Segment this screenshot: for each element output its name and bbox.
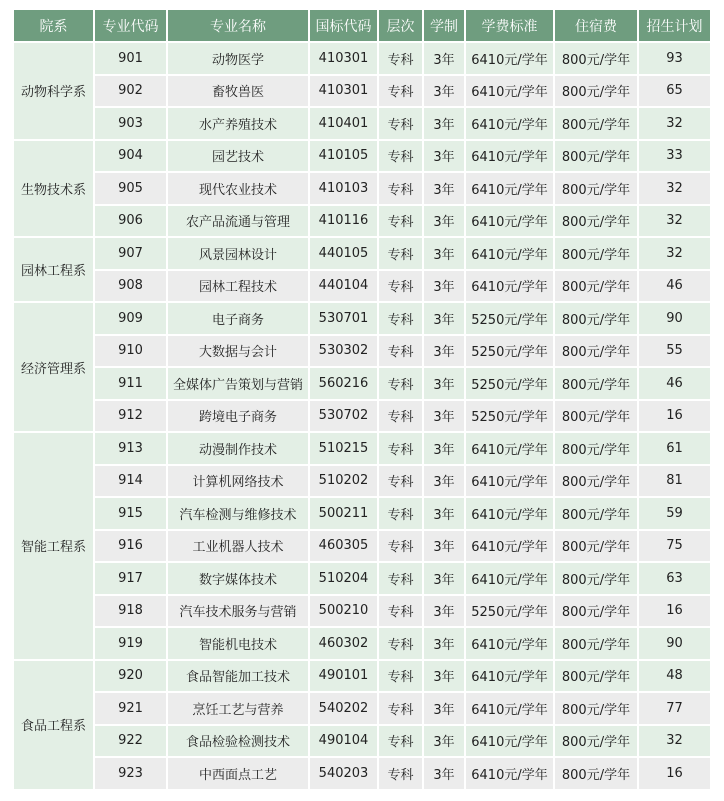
- cell-accommodation: 800元/学年: [555, 628, 637, 659]
- cell-enrollment-plan: 32: [639, 238, 710, 269]
- cell-major-name: 全媒体广告策划与营销: [168, 368, 308, 399]
- cell-national-code: 440105: [310, 238, 377, 269]
- cell-major-name: 农产品流通与管理: [168, 206, 308, 237]
- cell-accommodation: 800元/学年: [555, 433, 637, 464]
- cell-tuition: 6410元/学年: [466, 206, 553, 237]
- cell-tuition: 6410元/学年: [466, 726, 553, 757]
- cell-accommodation: 800元/学年: [555, 141, 637, 172]
- cell-enrollment-plan: 75: [639, 531, 710, 562]
- cell-duration: 3年: [424, 108, 464, 139]
- cell-major-code: 905: [95, 173, 166, 204]
- cell-tuition: 6410元/学年: [466, 758, 553, 789]
- cell-national-code: 540203: [310, 758, 377, 789]
- cell-level: 专科: [379, 271, 422, 302]
- cell-major-name: 食品检验检测技术: [168, 726, 308, 757]
- cell-accommodation: 800元/学年: [555, 401, 637, 432]
- cell-level: 专科: [379, 173, 422, 204]
- cell-duration: 3年: [424, 303, 464, 334]
- cell-major-name: 动漫制作技术: [168, 433, 308, 464]
- cell-national-code: 410116: [310, 206, 377, 237]
- cell-level: 专科: [379, 466, 422, 497]
- cell-major-name: 畜牧兽医: [168, 76, 308, 107]
- cell-major-name: 动物医学: [168, 43, 308, 74]
- cell-accommodation: 800元/学年: [555, 563, 637, 594]
- header-tuition: 学费标准: [466, 10, 553, 41]
- cell-major-name: 工业机器人技术: [168, 531, 308, 562]
- cell-tuition: 5250元/学年: [466, 401, 553, 432]
- cell-enrollment-plan: 59: [639, 498, 710, 529]
- cell-national-code: 410401: [310, 108, 377, 139]
- cell-enrollment-plan: 16: [639, 758, 710, 789]
- cell-level: 专科: [379, 498, 422, 529]
- cell-major-code: 920: [95, 661, 166, 692]
- cell-enrollment-plan: 90: [639, 628, 710, 659]
- cell-national-code: 410301: [310, 76, 377, 107]
- cell-level: 专科: [379, 303, 422, 334]
- cell-national-code: 530702: [310, 401, 377, 432]
- cell-accommodation: 800元/学年: [555, 76, 637, 107]
- header-duration: 学制: [424, 10, 464, 41]
- cell-major-code: 909: [95, 303, 166, 334]
- cell-major-code: 906: [95, 206, 166, 237]
- cell-national-code: 410103: [310, 173, 377, 204]
- cell-tuition: 6410元/学年: [466, 693, 553, 724]
- cell-duration: 3年: [424, 173, 464, 204]
- cell-accommodation: 800元/学年: [555, 726, 637, 757]
- cell-level: 专科: [379, 206, 422, 237]
- cell-tuition: 6410元/学年: [466, 238, 553, 269]
- cell-enrollment-plan: 48: [639, 661, 710, 692]
- cell-accommodation: 800元/学年: [555, 661, 637, 692]
- department-cell: 智能工程系: [14, 433, 93, 659]
- cell-accommodation: 800元/学年: [555, 206, 637, 237]
- cell-major-name: 烹饪工艺与营养: [168, 693, 308, 724]
- cell-national-code: 560216: [310, 368, 377, 399]
- cell-tuition: 6410元/学年: [466, 433, 553, 464]
- cell-level: 专科: [379, 661, 422, 692]
- cell-major-name: 现代农业技术: [168, 173, 308, 204]
- cell-accommodation: 800元/学年: [555, 758, 637, 789]
- cell-duration: 3年: [424, 206, 464, 237]
- cell-level: 专科: [379, 368, 422, 399]
- cell-level: 专科: [379, 401, 422, 432]
- cell-tuition: 5250元/学年: [466, 596, 553, 627]
- cell-national-code: 410301: [310, 43, 377, 74]
- cell-enrollment-plan: 32: [639, 726, 710, 757]
- cell-level: 专科: [379, 238, 422, 269]
- cell-enrollment-plan: 32: [639, 108, 710, 139]
- cell-accommodation: 800元/学年: [555, 693, 637, 724]
- cell-accommodation: 800元/学年: [555, 368, 637, 399]
- cell-national-code: 510204: [310, 563, 377, 594]
- header-national-code: 国标代码: [310, 10, 377, 41]
- cell-tuition: 6410元/学年: [466, 661, 553, 692]
- cell-accommodation: 800元/学年: [555, 498, 637, 529]
- cell-accommodation: 800元/学年: [555, 531, 637, 562]
- cell-duration: 3年: [424, 43, 464, 74]
- cell-national-code: 490101: [310, 661, 377, 692]
- cell-level: 专科: [379, 726, 422, 757]
- cell-major-code: 914: [95, 466, 166, 497]
- cell-enrollment-plan: 77: [639, 693, 710, 724]
- cell-major-code: 908: [95, 271, 166, 302]
- cell-tuition: 6410元/学年: [466, 43, 553, 74]
- cell-major-name: 风景园林设计: [168, 238, 308, 269]
- cell-tuition: 6410元/学年: [466, 531, 553, 562]
- cell-duration: 3年: [424, 368, 464, 399]
- cell-major-code: 912: [95, 401, 166, 432]
- department-cell: 生物技术系: [14, 141, 93, 237]
- cell-tuition: 6410元/学年: [466, 563, 553, 594]
- cell-accommodation: 800元/学年: [555, 43, 637, 74]
- cell-duration: 3年: [424, 238, 464, 269]
- cell-duration: 3年: [424, 498, 464, 529]
- cell-level: 专科: [379, 433, 422, 464]
- cell-major-code: 919: [95, 628, 166, 659]
- cell-tuition: 6410元/学年: [466, 141, 553, 172]
- cell-enrollment-plan: 90: [639, 303, 710, 334]
- cell-level: 专科: [379, 596, 422, 627]
- cell-accommodation: 800元/学年: [555, 336, 637, 367]
- cell-duration: 3年: [424, 433, 464, 464]
- cell-tuition: 5250元/学年: [466, 336, 553, 367]
- cell-major-name: 大数据与会计: [168, 336, 308, 367]
- cell-duration: 3年: [424, 531, 464, 562]
- department-cell: 食品工程系: [14, 661, 93, 789]
- cell-tuition: 6410元/学年: [466, 271, 553, 302]
- cell-tuition: 6410元/学年: [466, 108, 553, 139]
- cell-national-code: 510215: [310, 433, 377, 464]
- cell-accommodation: 800元/学年: [555, 108, 637, 139]
- cell-enrollment-plan: 32: [639, 173, 710, 204]
- cell-major-code: 921: [95, 693, 166, 724]
- cell-national-code: 460305: [310, 531, 377, 562]
- cell-level: 专科: [379, 693, 422, 724]
- cell-major-name: 园林工程技术: [168, 271, 308, 302]
- cell-accommodation: 800元/学年: [555, 596, 637, 627]
- cell-major-name: 汽车技术服务与营销: [168, 596, 308, 627]
- cell-duration: 3年: [424, 271, 464, 302]
- cell-tuition: 5250元/学年: [466, 303, 553, 334]
- cell-accommodation: 800元/学年: [555, 271, 637, 302]
- cell-level: 专科: [379, 43, 422, 74]
- header-major-code: 专业代码: [95, 10, 166, 41]
- cell-enrollment-plan: 32: [639, 206, 710, 237]
- cell-tuition: 6410元/学年: [466, 498, 553, 529]
- cell-major-name: 计算机网络技术: [168, 466, 308, 497]
- cell-major-code: 922: [95, 726, 166, 757]
- cell-level: 专科: [379, 628, 422, 659]
- cell-level: 专科: [379, 336, 422, 367]
- cell-major-name: 汽车检测与维修技术: [168, 498, 308, 529]
- cell-enrollment-plan: 33: [639, 141, 710, 172]
- cell-enrollment-plan: 81: [639, 466, 710, 497]
- cell-enrollment-plan: 46: [639, 271, 710, 302]
- cell-tuition: 6410元/学年: [466, 173, 553, 204]
- cell-major-code: 904: [95, 141, 166, 172]
- cell-major-code: 916: [95, 531, 166, 562]
- cell-level: 专科: [379, 563, 422, 594]
- cell-level: 专科: [379, 141, 422, 172]
- cell-major-name: 数字媒体技术: [168, 563, 308, 594]
- cell-major-code: 915: [95, 498, 166, 529]
- cell-major-code: 907: [95, 238, 166, 269]
- cell-national-code: 510202: [310, 466, 377, 497]
- cell-tuition: 6410元/学年: [466, 466, 553, 497]
- department-cell: 动物科学系: [14, 43, 93, 139]
- cell-national-code: 460302: [310, 628, 377, 659]
- cell-national-code: 440104: [310, 271, 377, 302]
- department-cell: 园林工程系: [14, 238, 93, 301]
- cell-major-name: 跨境电子商务: [168, 401, 308, 432]
- cell-major-code: 918: [95, 596, 166, 627]
- department-cell: 经济管理系: [14, 303, 93, 431]
- cell-tuition: 5250元/学年: [466, 368, 553, 399]
- cell-enrollment-plan: 55: [639, 336, 710, 367]
- cell-accommodation: 800元/学年: [555, 173, 637, 204]
- header-level: 层次: [379, 10, 422, 41]
- cell-major-name: 智能机电技术: [168, 628, 308, 659]
- cell-duration: 3年: [424, 563, 464, 594]
- cell-major-code: 923: [95, 758, 166, 789]
- cell-enrollment-plan: 93: [639, 43, 710, 74]
- cell-duration: 3年: [424, 401, 464, 432]
- cell-enrollment-plan: 46: [639, 368, 710, 399]
- cell-level: 专科: [379, 76, 422, 107]
- cell-duration: 3年: [424, 466, 464, 497]
- cell-major-code: 913: [95, 433, 166, 464]
- cell-enrollment-plan: 63: [639, 563, 710, 594]
- cell-duration: 3年: [424, 661, 464, 692]
- cell-duration: 3年: [424, 596, 464, 627]
- cell-duration: 3年: [424, 693, 464, 724]
- cell-major-name: 食品智能加工技术: [168, 661, 308, 692]
- cell-national-code: 500211: [310, 498, 377, 529]
- cell-national-code: 410105: [310, 141, 377, 172]
- cell-major-code: 910: [95, 336, 166, 367]
- cell-major-name: 电子商务: [168, 303, 308, 334]
- cell-enrollment-plan: 65: [639, 76, 710, 107]
- cell-major-code: 902: [95, 76, 166, 107]
- header-enrollment-plan: 招生计划: [639, 10, 710, 41]
- cell-accommodation: 800元/学年: [555, 303, 637, 334]
- cell-level: 专科: [379, 758, 422, 789]
- cell-national-code: 530701: [310, 303, 377, 334]
- cell-duration: 3年: [424, 336, 464, 367]
- cell-enrollment-plan: 61: [639, 433, 710, 464]
- cell-duration: 3年: [424, 758, 464, 789]
- cell-major-name: 水产养殖技术: [168, 108, 308, 139]
- header-accommodation: 住宿费: [555, 10, 637, 41]
- cell-level: 专科: [379, 108, 422, 139]
- cell-duration: 3年: [424, 76, 464, 107]
- cell-national-code: 530302: [310, 336, 377, 367]
- cell-accommodation: 800元/学年: [555, 238, 637, 269]
- cell-enrollment-plan: 16: [639, 596, 710, 627]
- cell-major-code: 911: [95, 368, 166, 399]
- cell-major-code: 901: [95, 43, 166, 74]
- cell-national-code: 540202: [310, 693, 377, 724]
- cell-major-name: 中西面点工艺: [168, 758, 308, 789]
- cell-duration: 3年: [424, 628, 464, 659]
- cell-level: 专科: [379, 531, 422, 562]
- cell-tuition: 6410元/学年: [466, 628, 553, 659]
- cell-tuition: 6410元/学年: [466, 76, 553, 107]
- header-department: 院系: [14, 10, 93, 41]
- cell-enrollment-plan: 16: [639, 401, 710, 432]
- cell-major-code: 917: [95, 563, 166, 594]
- cell-duration: 3年: [424, 726, 464, 757]
- cell-major-code: 903: [95, 108, 166, 139]
- cell-national-code: 500210: [310, 596, 377, 627]
- cell-accommodation: 800元/学年: [555, 466, 637, 497]
- cell-national-code: 490104: [310, 726, 377, 757]
- cell-major-name: 园艺技术: [168, 141, 308, 172]
- header-major-name: 专业名称: [168, 10, 308, 41]
- cell-duration: 3年: [424, 141, 464, 172]
